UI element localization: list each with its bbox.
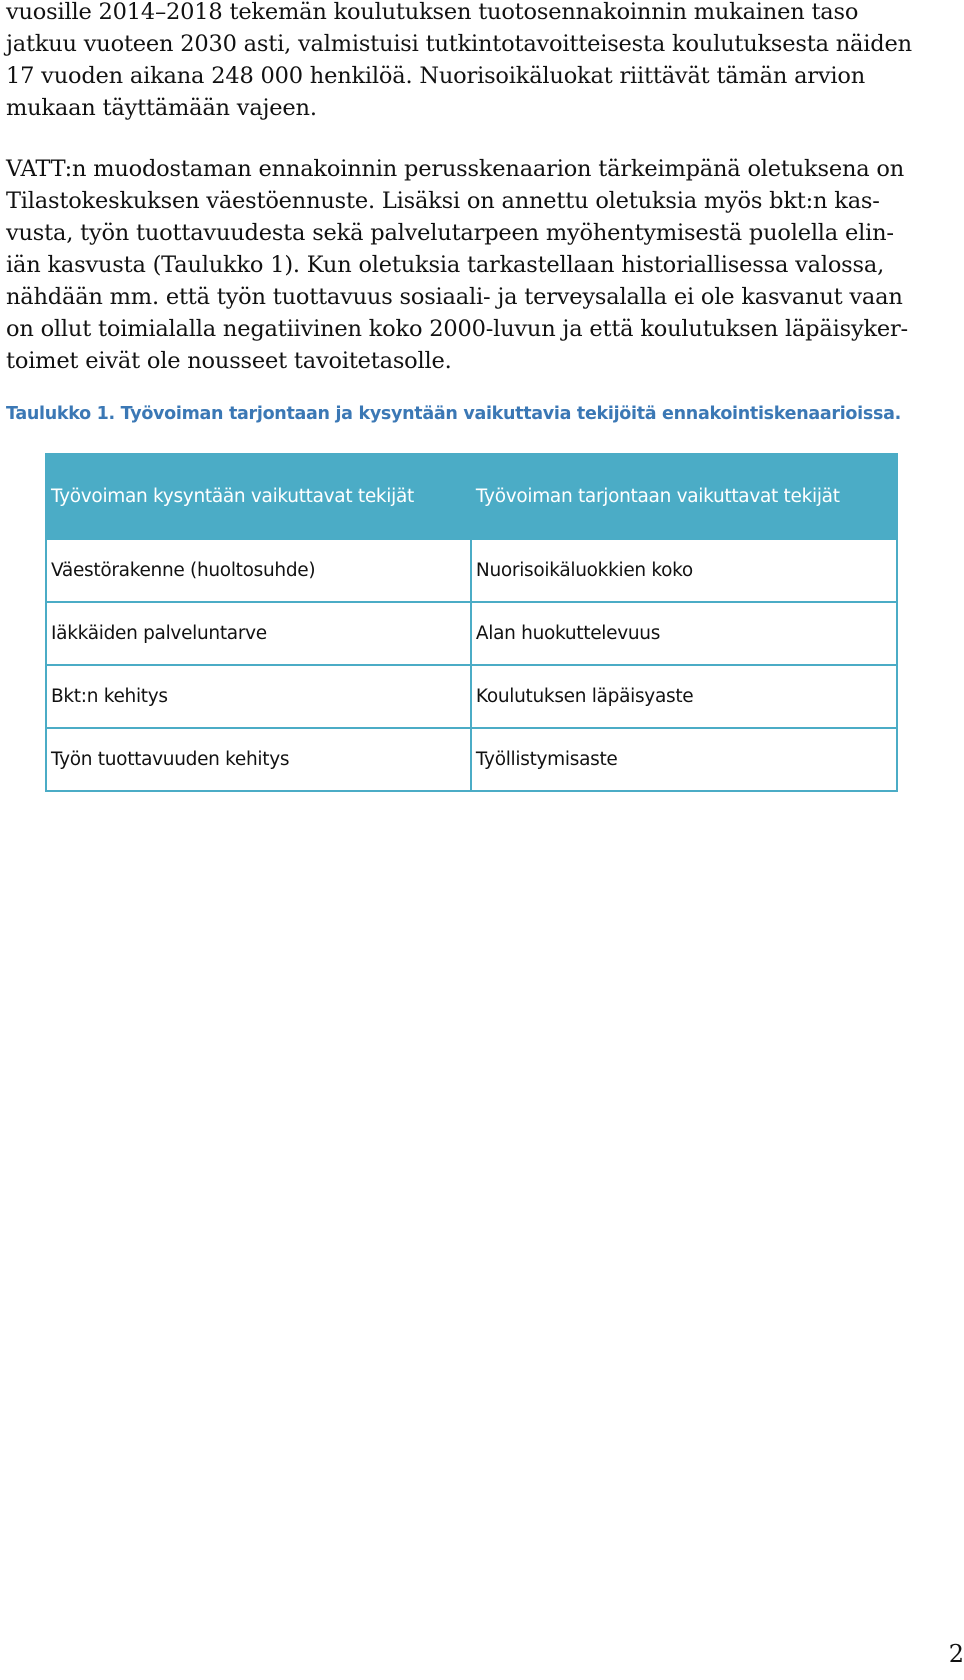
table-caption: Taulukko 1. Työvoiman tarjontaan ja kysyntään vaikuttavia tekijöitä ennakointiskenaarioissa. xyxy=(6,404,901,424)
paragraph-line: on ollut toimialalla negatiivinen koko 2000-luvun ja että koulutuksen läpäisyker- xyxy=(6,316,908,342)
table-header-row xyxy=(46,454,897,539)
table-row xyxy=(46,539,897,602)
paragraph-line: nähdään mm. että työn tuottavuus sosiaali- ja terveysalalla ei ole kasvanut vaan xyxy=(6,284,903,310)
table-row xyxy=(46,665,897,728)
body-paragraph-2 xyxy=(6,153,960,377)
table-row xyxy=(46,728,897,791)
factors-table xyxy=(45,453,898,792)
table-row xyxy=(46,602,897,665)
paragraph-line: iän kasvusta (Taulukko 1). Kun oletuksia tarkastellaan historiallisessa valossa, xyxy=(6,252,885,278)
header-demand-factors: Työvoiman kysyntään vaikuttavat tekijät xyxy=(46,454,471,539)
paragraph-line: mukaan täyttämään vajeen. xyxy=(6,95,317,121)
paragraph-line: 17 vuoden aikana 248 000 henkilöä. Nuorisoikäluokat riittävät tämän arvion xyxy=(6,63,866,89)
table-cell: Bkt:n kehitys xyxy=(46,665,471,728)
paragraph-line: toimet eivät ole nousseet tavoitetasolle. xyxy=(6,348,452,374)
table-cell: Työn tuottavuuden kehitys xyxy=(46,728,471,791)
paragraph-line: jatkuu vuoteen 2030 asti, valmistuisi tutkintotavoitteisesta koulutuksesta näiden xyxy=(6,31,912,57)
table-cell: Väestörakenne (huoltosuhde) xyxy=(46,539,471,602)
paragraph-line: VATT:n muodostaman ennakoinnin perusskenaarion tärkeimpänä oletuksena on xyxy=(6,156,905,182)
table-cell: Iäkkäiden palveluntarve xyxy=(46,602,471,665)
table-cell: Alan huokuttelevuus xyxy=(471,602,897,665)
paragraph-line: Tilastokeskuksen väestöennuste. Lisäksi on annettu oletuksia myös bkt:n kas- xyxy=(6,188,880,214)
table-cell: Nuorisoikäluokkien koko xyxy=(471,539,897,602)
body-paragraph-1 xyxy=(6,0,960,124)
table-cell: Koulutuksen läpäisyaste xyxy=(471,665,897,728)
header-supply-factors: Työvoiman tarjontaan vaikuttavat tekijät xyxy=(471,454,897,539)
table-cell: Työllistymisaste xyxy=(471,728,897,791)
paragraph-line: vusta, työn tuottavuudesta sekä palvelutarpeen myöhentymisestä puolella elin- xyxy=(6,220,894,246)
page-number: 2 xyxy=(948,1640,964,1668)
paragraph-line: vuosille 2014–2018 tekemän koulutuksen tuotosennakoinnin mukainen taso xyxy=(6,0,859,25)
